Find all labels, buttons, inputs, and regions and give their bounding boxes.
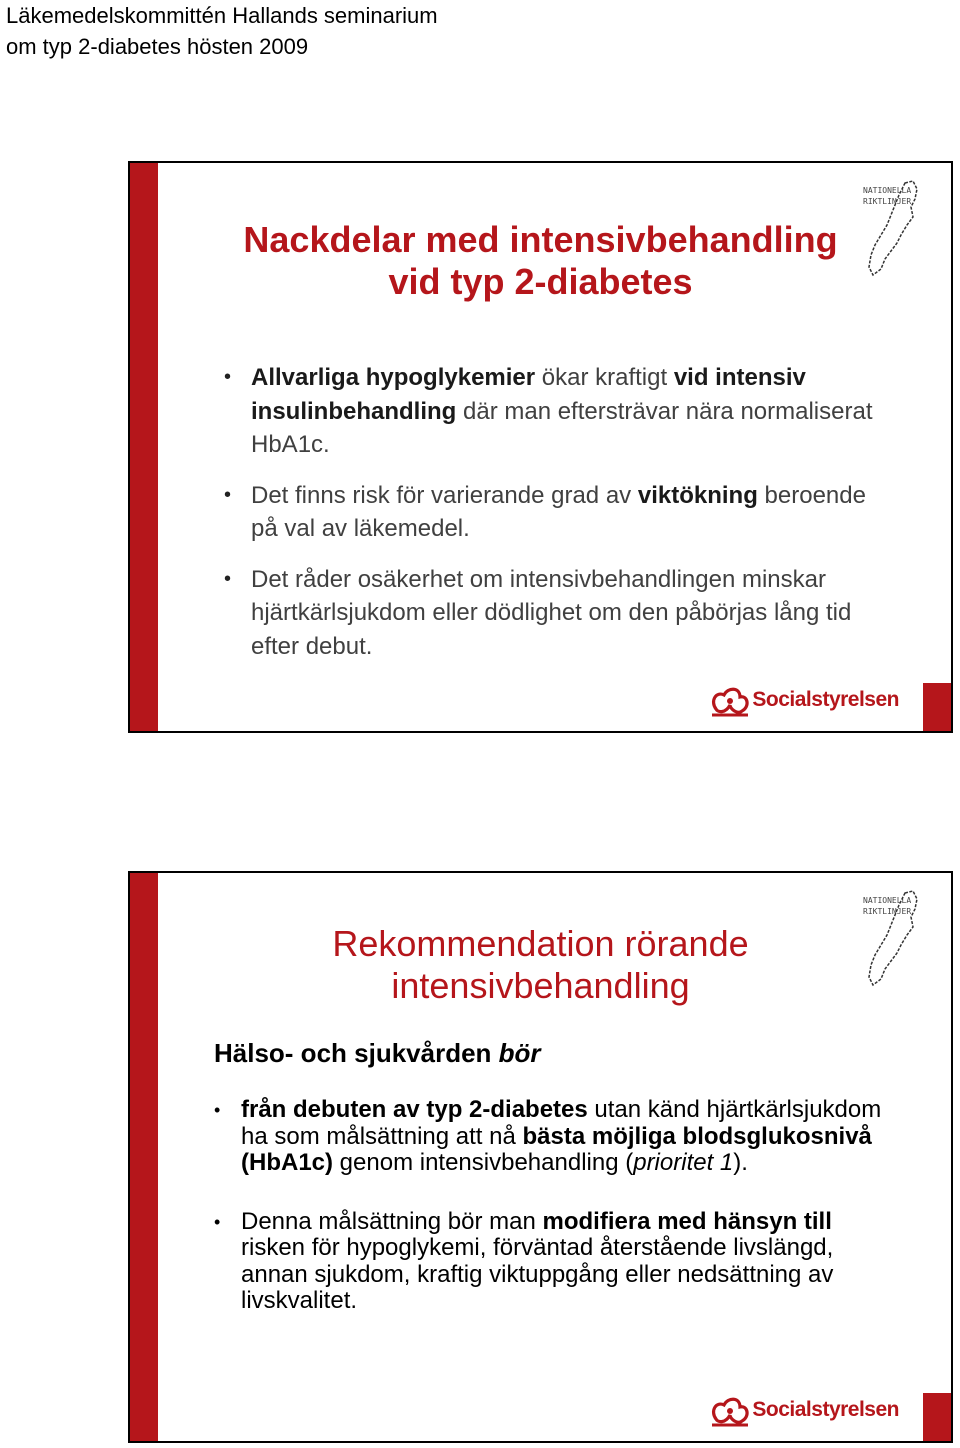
list-item	[224, 563, 884, 664]
slide-2-title-line-1: Rekommendation rörande	[332, 923, 749, 964]
svg-text:NATIONELLA: NATIONELLA	[863, 186, 912, 195]
slide-corner-accent	[923, 1393, 951, 1441]
text: utan känd hjärtkärlsjukdom ha som målsättning att nå	[241, 1096, 882, 1150]
text: ).	[733, 1149, 748, 1176]
slide-2-bullet-list	[214, 1097, 894, 1347]
list-item	[214, 1209, 894, 1315]
text: Denna målsättning bör man	[241, 1207, 543, 1235]
list-item	[224, 361, 884, 462]
bold-text: modifiera med hänsyn till	[542, 1207, 832, 1235]
slide-1-title-line-1: Nackdelar med intensivbehandling	[243, 219, 838, 260]
brand-name: Socialstyrelsen	[752, 1398, 899, 1421]
header-line-2: om typ 2-diabetes hösten 2009	[6, 34, 309, 59]
text: risken för hypoglykemi, förväntad återstående livslängd, annan sjukdom, kraftig viktuppgång eller nedsättning av livskvalitet.	[241, 1234, 834, 1314]
page-header	[6, 0, 438, 62]
slide-accent-bar	[130, 163, 158, 731]
lead-emphasis: bör	[498, 1038, 541, 1068]
socialstyrelsen-icon	[710, 1393, 750, 1427]
header-line-1: Läkemedelskommittén Hallands seminarium	[6, 3, 438, 28]
text: genom intensivbehandling (	[333, 1149, 634, 1176]
text: beroende på val av läkemedel.	[251, 481, 866, 542]
slide-1-bullet-list	[224, 361, 884, 680]
italic-text: prioritet 1	[633, 1149, 734, 1176]
slide-2-lead	[214, 1037, 541, 1069]
lead-text: Hälso- och sjukvården	[214, 1038, 499, 1068]
bold-text: viktökning	[637, 481, 758, 509]
slide-accent-bar	[130, 873, 158, 1441]
svg-text:RIKTLINJER: RIKTLINJER	[863, 907, 912, 916]
brand-name: Socialstyrelsen	[752, 688, 899, 711]
slide-2-title-line-2: intensivbehandling	[391, 965, 690, 1006]
bold-text: bästa möjliga blodsglukosnivå (HbA1c)	[241, 1122, 872, 1176]
text: Det finns risk för varierande grad av	[251, 481, 638, 509]
brand-logo	[710, 1393, 899, 1427]
bold-text: från debuten av typ 2-diabetes	[241, 1096, 588, 1123]
text: där man eftersträvar nära normaliserat HbA1c.	[251, 397, 873, 458]
bold-text: Allvarliga hypoglykemier	[251, 364, 536, 391]
slide-1-title-line-2: vid typ 2-diabetes	[388, 261, 693, 302]
list-item	[214, 1097, 894, 1177]
slide-2-title	[158, 923, 923, 1007]
socialstyrelsen-icon	[710, 683, 750, 717]
svg-text:NATIONELLA: NATIONELLA	[863, 896, 912, 905]
slide-1-title	[158, 219, 923, 303]
text: ökar kraftigt	[535, 364, 674, 391]
list-item	[224, 479, 884, 546]
text: Det råder osäkerhet om intensivbehandlingen minskar hjärtkärlsjukdom eller dödlighet om den påbörjas lång tid efter debut.	[251, 565, 852, 660]
slide-1	[128, 161, 953, 733]
svg-text:RIKTLINJER: RIKTLINJER	[863, 197, 912, 206]
bold-text: vid intensiv insulinbehandling	[251, 364, 806, 425]
brand-logo	[710, 683, 899, 717]
slide-corner-accent	[923, 683, 951, 731]
slide-2	[128, 871, 953, 1443]
